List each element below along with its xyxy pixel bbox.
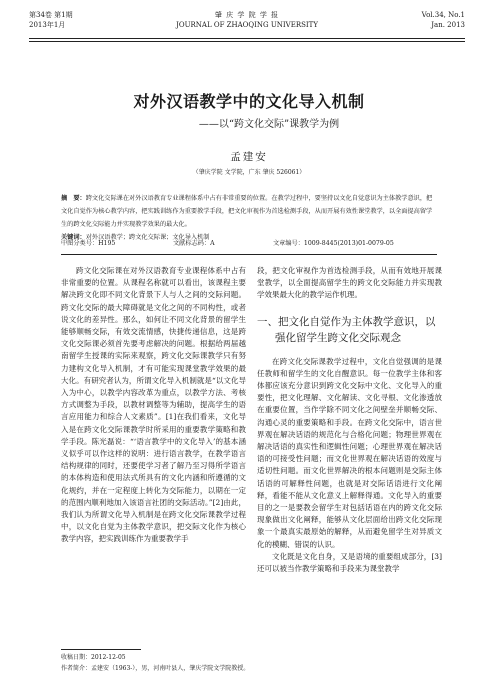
section-heading-line2: 强化留学生跨文化交际观念 [275, 331, 401, 344]
body-paragraph: 在跨文化交际课教学过程中，文化自觉强调的是课任教师和留学生的文化自醒意识。每一位教学主体和客体都应该充分意识到跨文化交际中文化、文化导入的重要性，把文化理解、文化解读、文化寻根、文化渗透放在重要位置，当作学除不同文化之间壁垒并顺畅交际、沟通心灵的重要策略和手段。在跨文化交际中，语言世界观在解决话语的规范化与合格化问题；物理世界观在解决话语的真实性和逻辑性问题；心理世界观在解决话语的可接受性问题；而文化世界观在解决话语的效度与适切性问题。而文化世界解决的根本问题则是交际主体话语的可解释性问题，也就是对交际话语进行文化阐释，看能不能从文化意义上解释得通。文化导入的重要目的之一是要教会留学生对包括话语在内的跨文化交际现象做出文化阐释，能够从文化层面给出跨文化交际现象一个最真实最原始的解释，从而避免留学生对异质文化的模糊、错误的认识。 [257, 356, 442, 549]
body-paragraph: 文化既是文化自身，又是语境的重要组成部分，[3]还可以被当作教学策略和手段来为课堂教学 [257, 551, 442, 574]
publication-date: 2013年1月 [29, 21, 66, 29]
journal-name-cn: 肇 庆 学 院 学 报 [214, 11, 280, 19]
author-affiliation: （肇庆学院 文学院，广东 肇庆 526061） [192, 169, 306, 176]
right-column [257, 265, 442, 575]
body-paragraph: 段，把文化审视作为首选检测手段，从而有效地开展课堂教学，以全面提高留学生的跨文化交际能力并实现教学效果最大化的教学运作机理。 [257, 266, 442, 300]
abstract-label: 摘 要： [61, 195, 86, 202]
header-rule-thick [29, 38, 465, 39]
running-header [29, 10, 465, 40]
body-paragraph: 跨文化交际课在对外汉语教育专业课程体系中占有非常重要的位置。从课程名称就可以看出，该课程主要解决跨文化即不同文化背景下人与人之间的交际问题。跨文化交际的最大障碍就是文化之间的不同构性，或者说文化的差异性。那么，如何让不同文化背景的留学生能够顺畅交际，有效交流情感，快捷传递信息，这是跨文化交际课必须首先要考虑解决的问题。根据给两届越南留学生授课的实际来观察，跨文化交际课教学只有努力建构文化导入机制，才有可能实现课堂教学效果的最大化。有研究者认为，所谓文化导入机制就是“以文化导入为中心，以教学内容改革为重点，以教学方法、考核方式调整为手段，以教材调整等为辅助，提高学生的语言应用能力和综合人文素质”。[1]在我们看来，文化导入是在跨文化交际课教学时所采用的重要教学策略和教学手段。陈光磊说：“‘语言教学中的文化导入’的基本涵义似乎可以作这样的说明：进行语言教学，在教学语言结构规律的同时，还要使学习者了解乃至习得所学语言的本体构造和使用法式所具有的文化内涵和所遵循的文化规约，并在一定程度上转化为交际能力，以期在一定的范围内顺利地加入该语言社团的交际活动。”[2]由此，我们认为所谓文化导入机制是在跨文化交际课教学过程中，以文化自觉为主体教学意识，把交际文化作为核心教学内容，把实践训练作为重要教学手 [61, 266, 246, 544]
abstract-rule [61, 254, 437, 255]
footnote-rule [61, 649, 141, 650]
header-right [422, 10, 465, 30]
volume-issue-en: Vol.34, No.1 [421, 11, 465, 19]
volume-issue: 第34卷 第1期 [29, 11, 73, 19]
header-rule-thin [29, 41, 465, 42]
abstract-block [61, 192, 437, 244]
section-heading [257, 314, 442, 346]
journal-name-en: JOURNAL OF ZHAOQING UNIVERSITY [176, 21, 318, 29]
abstract-text: 跨文化交际课在对外汉语教育专业课程体系中占有非常重要的位置。在教学过程中，要坚持以文化自觉意识为主体教学意识，把文化自觉作为核心教学内容，把实践训练作为重要教学手段，把文化审视作为首选检测手段，从而开展有效性课堂教学，以全面提高留学生的跨文化交际能力并实现教学效果的最大化。 [61, 195, 433, 228]
author-bio: 作者简介：孟建安（1963-），男，河南叶县人，肇庆学院文学院教授。 [61, 665, 250, 672]
header-center [29, 10, 465, 30]
document-code: 文献标志码：A [173, 240, 215, 247]
left-column [61, 265, 246, 546]
author-name: 孟建安 [230, 151, 268, 163]
article-subtitle: ——以“跨文化交际”课教学为例 [198, 119, 340, 130]
received-date: 收稿日期：2012-12-05 [61, 654, 126, 661]
classification-line [61, 239, 437, 249]
section-heading-line1: 一、把文化自觉作为主体教学意识，以 [257, 315, 436, 328]
publication-date-en: Jan. 2013 [431, 21, 465, 29]
clc-number: 中图分类号：H195 [61, 240, 116, 247]
article-number: 文章编号：1009-8445(2013)01-0079-05 [273, 240, 394, 247]
keywords-label: 关键词： [61, 234, 86, 241]
footnotes [61, 652, 441, 674]
article-title: 对外汉语教学中的文化导入机制 [133, 92, 365, 111]
keywords-text: 对外汉语教学；跨文化交际课；文化导入机制 [85, 234, 210, 241]
